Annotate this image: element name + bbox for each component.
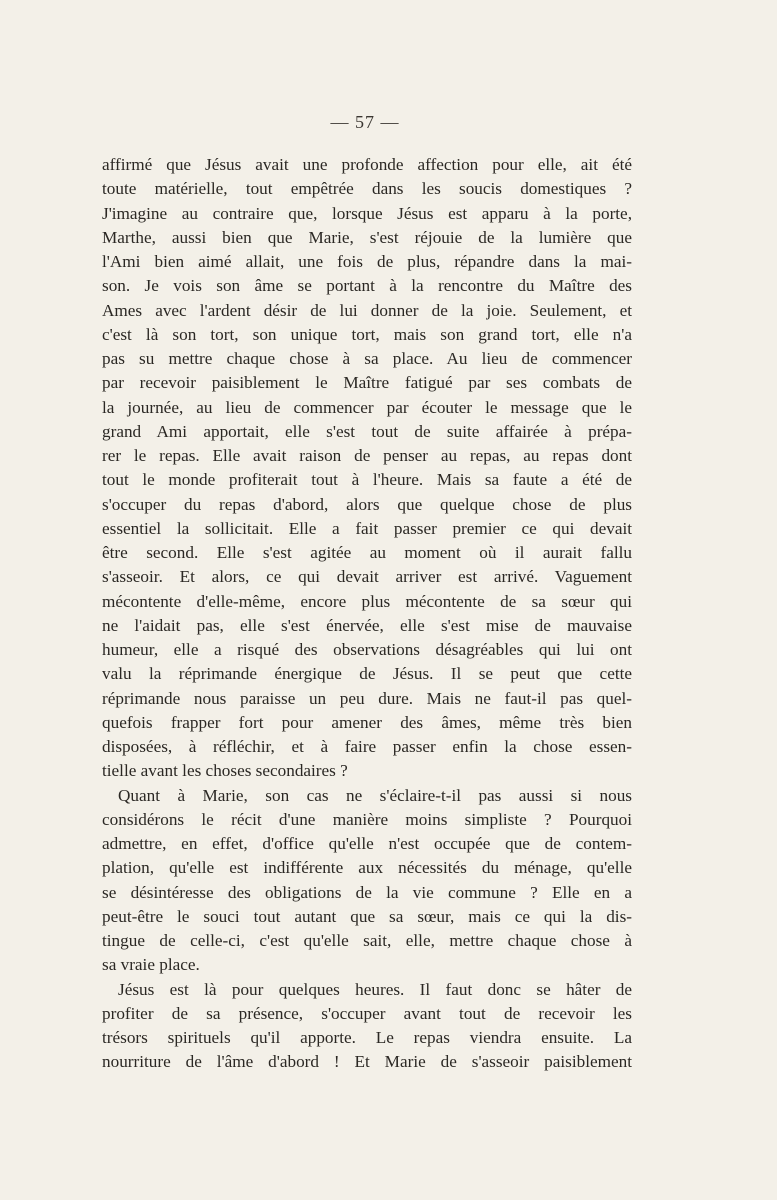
- text-line: disposées, à réfléchir, et à faire passer enfin la chose essen-: [102, 737, 632, 756]
- text-line: valu la réprimande énergique de Jésus. Il se peut que cette: [102, 664, 632, 684]
- text-line: la journée, au lieu de commencer par écouter le message que le: [102, 397, 632, 417]
- text-line: s'asseoir. Et alors, ce qui devait arriver est arrivé. Vaguement: [102, 567, 632, 587]
- text-line: considérons le récit d'une manière moins simpliste ? Pourquoi: [102, 809, 632, 829]
- text-line: J'imagine au contraire que, lorsque Jésus est apparu à la porte,: [102, 203, 632, 223]
- text-line: Ames avec l'ardent désir de lui donner de la joie. Seulement, et: [102, 300, 632, 320]
- text-line: humeur, elle a risqué des observations désagréables qui lui ont: [102, 640, 632, 659]
- text-line: se désintéresse des obligations de la vie commune ? Elle en a: [102, 882, 632, 902]
- text-line: sa vraie place.: [102, 955, 200, 975]
- text-line: s'occuper du repas d'abord, alors que quelque chose de plus: [102, 494, 632, 514]
- text-line: Quant à Marie, son cas ne s'éclaire-t-il pas aussi si nous: [118, 785, 632, 805]
- text-line: pas su mettre chaque chose à sa place. Au lieu de commencer: [102, 349, 632, 368]
- text-line: être second. Elle s'est agitée au moment où il aurait fallu: [102, 543, 632, 562]
- text-line: tingue de celle-ci, c'est qu'elle sait, elle, mettre chaque chose à: [102, 931, 632, 950]
- text-line: profiter de sa présence, s'occuper avant tout de recevoir les: [102, 1003, 632, 1023]
- text-line: quefois frapper fort pour amener des âmes, même très bien: [102, 712, 632, 732]
- text-line: par recevoir paisiblement le Maître fatigué par ses combats de: [102, 373, 632, 393]
- text-line: essentiel la sollicitait. Elle a fait passer premier ce qui devait: [102, 518, 632, 538]
- text-line: réprimande nous paraisse un peu dure. Mais ne faut-il pas quel-: [102, 688, 632, 708]
- text-line: Marthe, aussi bien que Marie, s'est réjouie de la lumière que: [102, 227, 632, 247]
- text-line: tout le monde profiterait tout à l'heure. Mais sa faute a été de: [102, 470, 632, 490]
- text-line: Jésus est là pour quelques heures. Il faut donc se hâter de: [118, 979, 632, 999]
- text-line: c'est là son tort, son unique tort, mais son grand tort, elle n'a: [102, 324, 632, 344]
- text-line: son. Je vois son âme se portant à la rencontre du Maître des: [102, 276, 632, 296]
- text-line: trésors spirituels qu'il apporte. Le repas viendra ensuite. La: [102, 1028, 632, 1047]
- text-line: admettre, en effet, d'office qu'elle n'est occupée que de contem-: [102, 834, 632, 853]
- text-line: l'Ami bien aimé allait, une fois de plus, répandre dans la mai-: [102, 252, 632, 271]
- text-line: toute matérielle, tout empêtrée dans les soucis domestiques ?: [102, 179, 632, 199]
- body-text: [102, 153, 632, 1075]
- text-line: tielle avant les choses secondaires ?: [102, 761, 348, 781]
- text-line: grand Ami apportait, elle s'est tout de suite affairée à prépa-: [102, 421, 632, 441]
- text-line: plation, qu'elle est indifférente aux nécessités du ménage, qu'elle: [102, 858, 632, 878]
- text-line: affirmé que Jésus avait une profonde affection pour elle, ait été: [102, 155, 632, 174]
- text-line: mécontente d'elle-même, encore plus mécontente de sa sœur qui: [102, 591, 632, 611]
- text-line: nourriture de l'âme d'abord ! Et Marie de s'asseoir paisiblement: [102, 1052, 632, 1072]
- text-line: rer le repas. Elle avait raison de penser au repas, au repas dont: [102, 446, 632, 465]
- page-number: — 57 —: [330, 112, 400, 132]
- text-line: peut-être le souci tout autant que sa sœur, mais ce qui la dis-: [102, 906, 632, 926]
- text-line: ne l'aidait pas, elle s'est énervée, elle s'est mise de mauvaise: [102, 615, 632, 635]
